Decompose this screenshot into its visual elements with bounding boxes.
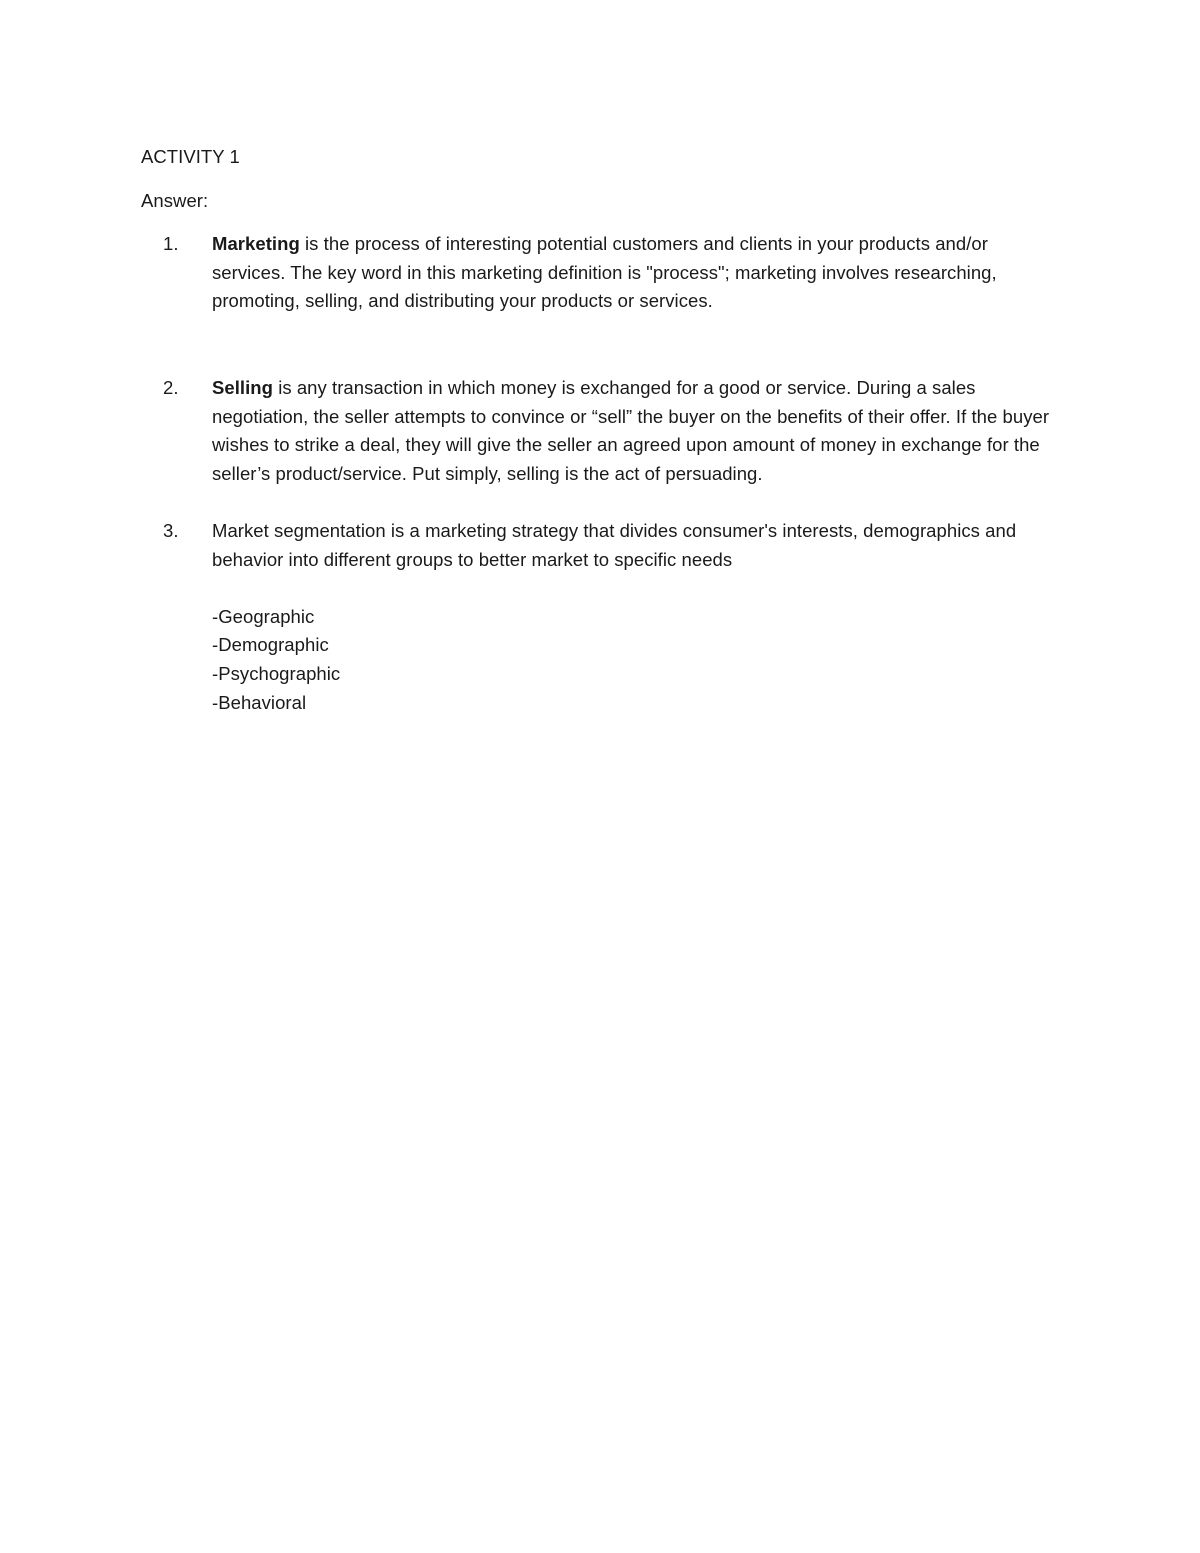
- segment-geographic: -Geographic: [212, 605, 315, 627]
- item-number: 3.: [163, 520, 179, 541]
- list-item-market-segmentation: [141, 517, 1061, 736]
- item-number: 1.: [163, 233, 179, 254]
- list-item-selling: [141, 374, 1061, 488]
- definition-market-segmentation: Market segmentation is a marketing strategy that divides consumer's interests, demographics and behavior into different groups to better market to specific needs: [212, 520, 1017, 570]
- answer-label: Answer:: [141, 190, 209, 211]
- item-body: [212, 230, 1061, 316]
- item-body: [212, 374, 1061, 488]
- document-title: ACTIVITY 1: [141, 146, 240, 167]
- segment-psychographic: -Psychographic: [212, 662, 341, 684]
- term-selling: Selling: [212, 377, 273, 398]
- term-marketing: Marketing: [212, 233, 300, 254]
- item-number: 2.: [163, 377, 179, 398]
- list-item-marketing: [141, 230, 1061, 316]
- segment-list: [212, 603, 1061, 717]
- segment-demographic: -Demographic: [212, 634, 329, 656]
- item-body: [212, 517, 1061, 717]
- segment-behavioral: -Behavioral: [212, 691, 307, 713]
- definition-selling: is any transaction in which money is exchanged for a good or service. During a sales negotiation, the seller attempts to convince or “sell” the buyer on the benefits of their offer. If the buyer wishes to strike a deal, they will give the seller an agreed upon amount of money in exchange for the seller’s product/service. Put simply, selling is the act of persuading.: [212, 377, 1050, 484]
- definition-marketing: is the process of interesting potential customers and clients in your products and/or services. The key word in this marketing definition is "process"; marketing involves researching, promoting, selling, and distributing your products or services.: [212, 233, 997, 312]
